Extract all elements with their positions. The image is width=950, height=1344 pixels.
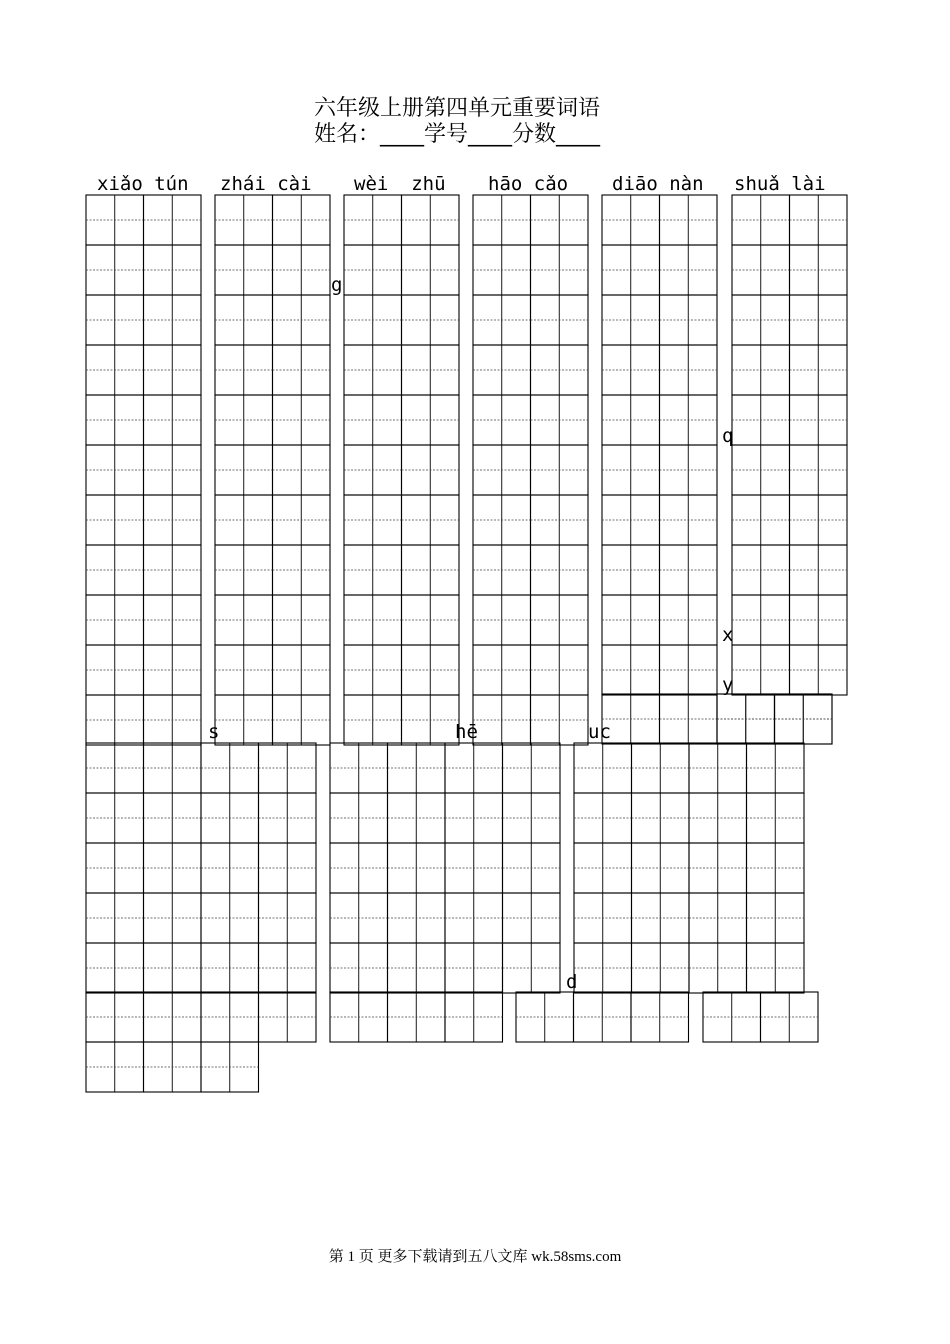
- stray-glyph: d: [566, 971, 578, 993]
- pinyin-label: zhái cài: [220, 173, 312, 195]
- pinyin-label: hāo cǎo: [488, 173, 569, 195]
- pinyin-label: diāo nàn: [612, 173, 704, 195]
- worksheet-title: 六年级上册第四单元重要词语: [313, 96, 600, 121]
- stray-glyph: x: [722, 624, 734, 646]
- pinyin-label: xiǎo tún: [97, 173, 189, 195]
- page-footer: 第 1 页 更多下载请到五八文库 wk.58sms.com: [328, 1249, 622, 1265]
- pinyin-label: shuǎ lài: [734, 173, 826, 195]
- stray-glyph: y: [722, 674, 734, 696]
- stray-glyph: g: [331, 274, 343, 296]
- pinyin-label: wèi zhū: [354, 173, 446, 195]
- student-info-line: 姓名：____学号____分数____: [313, 122, 600, 147]
- stray-glyph: hē: [455, 721, 478, 743]
- stray-glyph: q: [722, 425, 734, 447]
- stray-glyph: s: [208, 721, 220, 743]
- stray-glyph: uc: [588, 721, 611, 743]
